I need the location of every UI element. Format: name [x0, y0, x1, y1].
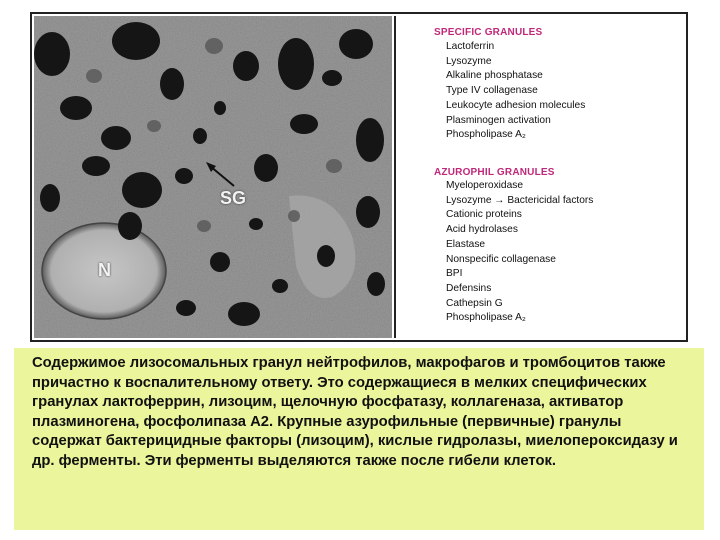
- granule-contents-panel: [394, 16, 686, 338]
- caption-box: [14, 348, 704, 530]
- list-item: Cathepsin G: [446, 297, 503, 309]
- list-item: Phospholipase A₂: [446, 312, 526, 324]
- figure-frame: [30, 12, 688, 342]
- list-item: Lysozyme → Bactericidal factors: [446, 194, 594, 206]
- specific-granule-label: SG: [220, 188, 247, 208]
- micrograph-image: [34, 16, 392, 338]
- caption-text: Содержимое лизосомальных гранул нейтрофилов, макрофагов и тромбоцитов также причастно к воспалительному ответу. Это содержащиеся в мелких специфических гранулах лактоферрин, лизоцим, щелочную фосфатазу, коллагеназа, активатор плазминогена, фосфолипаза А2. Крупные азурофильные (первичные) гранулы содержат бактерицидные факторы (лизоцим), кислые гидролазы, миелопероксидазу и др. ферменты. Эти ферменты выделяются также после гибели клеток.: [32, 355, 678, 469]
- azurophil-granules-title: AZUROPHIL GRANULES: [434, 167, 555, 178]
- list-item: Nonspecific collagenase: [446, 253, 556, 265]
- list-item: BPI: [446, 268, 463, 280]
- electron-micrograph: [34, 16, 392, 338]
- specific-granules-title: SPECIFIC GRANULES: [434, 27, 543, 38]
- list-item: Cationic proteins: [446, 209, 522, 221]
- nucleus-label: N: [98, 260, 111, 280]
- list-item: Acid hydrolases: [446, 224, 518, 236]
- list-item: Alkaline phosphatase: [446, 70, 543, 82]
- list-item: Leukocyte adhesion molecules: [446, 99, 586, 111]
- list-item: Plasminogen activation: [446, 114, 551, 126]
- list-item: Lysozyme: [446, 55, 492, 67]
- list-item: Type IV collagenase: [446, 85, 538, 97]
- list-item: Defensins: [446, 282, 492, 294]
- list-item: Phospholipase A₂: [446, 129, 526, 141]
- list-item: Myeloperoxidase: [446, 180, 524, 191]
- list-item: Elastase: [446, 238, 486, 250]
- list-item: Lactoferrin: [446, 41, 495, 52]
- specific-granules-list: [446, 40, 585, 143]
- azurophil-granules-list: [446, 179, 593, 326]
